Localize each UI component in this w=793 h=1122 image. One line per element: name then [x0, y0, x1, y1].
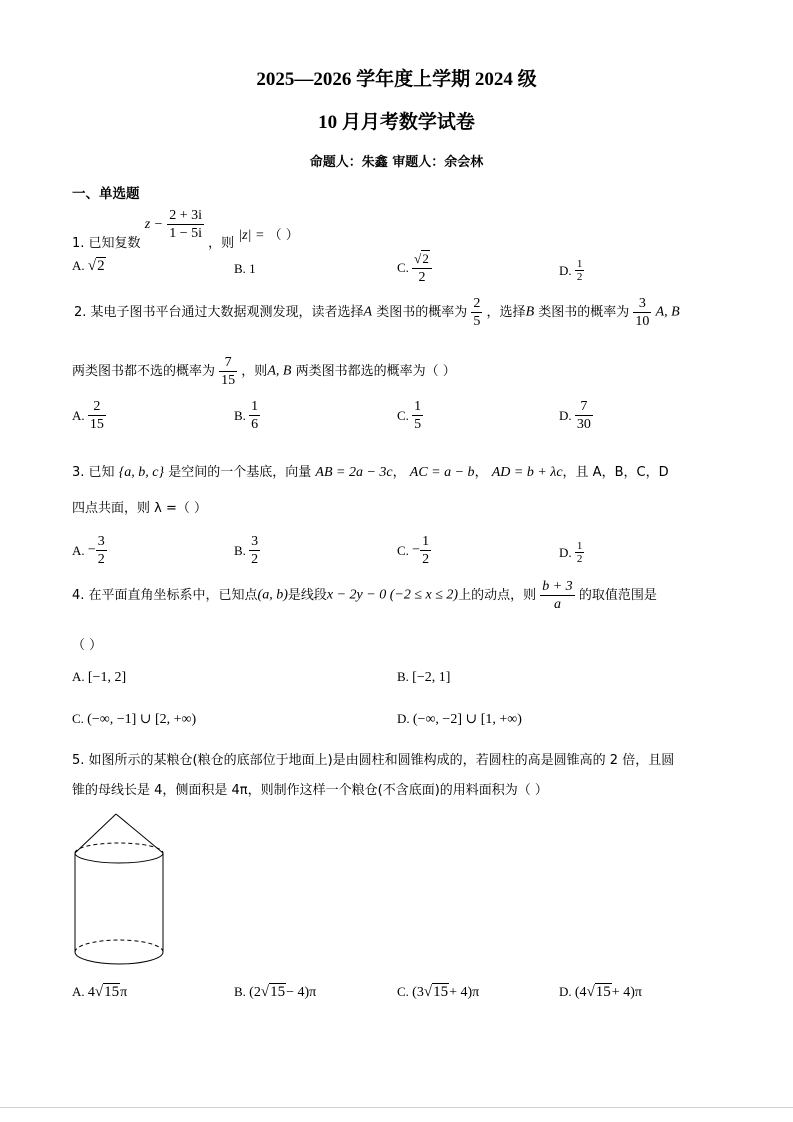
q4-prefix: 4. 在平面直角坐标系中，已知点: [72, 587, 258, 603]
q2-prob-none-den: 15: [221, 373, 236, 388]
q2-prob-none: [219, 354, 237, 389]
q2-option-d-frac: [575, 398, 593, 433]
q1-option-a-rad: 2: [97, 258, 105, 274]
question-5-line2: 锥的母线长是 4，侧面积是 4π，则制作这样一个粮仓(不含底面)的用料面积为（ ）: [72, 783, 548, 798]
q3-vector-ad: AD = b + λc: [491, 465, 563, 480]
q4-paren: （ ）: [72, 638, 103, 653]
q1-option-b-value: 1: [249, 261, 256, 276]
q1-z-expr: z −: [144, 217, 164, 232]
q1-paren: （ ）: [268, 228, 299, 243]
q2-option-d-label: D.: [559, 407, 572, 423]
q5-option-b-pre: (2: [249, 985, 261, 1000]
q3-option-c[interactable]: [397, 533, 431, 568]
q1-frac-den: 1 − 5i: [169, 226, 203, 241]
q3-option-a[interactable]: [72, 533, 107, 568]
exam-title-line2: 10 月月考数学试卷: [318, 112, 475, 133]
q1-option-c[interactable]: [397, 250, 432, 286]
granary-figure: [70, 808, 170, 974]
q2-text-d: 类图书的概率为: [538, 304, 630, 320]
q2-option-c-den: 5: [414, 417, 422, 432]
question-3-line1: 3. 已知 {a, b, c} 是空间的一个基底，向量 AB = 2a − 3c， AC = a − b， AD = b + λc，且 A，B，C，D: [72, 465, 669, 480]
cone-right-edge: [116, 814, 163, 853]
question-4-line1: [72, 578, 657, 613]
q2-option-d-num: 7: [575, 398, 593, 416]
q2-text-e: 两类图书都不选的概率为: [72, 363, 216, 379]
exam-title-line1: 2025—2026 学年度上学期 2024 级: [256, 69, 537, 90]
q2-prob-b-den: 10: [635, 314, 650, 329]
q5-option-c-pre: (3: [412, 985, 424, 1000]
q3-option-b[interactable]: [234, 533, 260, 568]
q1-option-d-frac: [575, 258, 585, 283]
q2-prob-b-num: 3: [633, 295, 651, 313]
q4-option-d[interactable]: [397, 711, 522, 728]
q2-option-d-den: 30: [576, 417, 591, 432]
q3-option-a-frac: [96, 533, 107, 568]
q4-option-b[interactable]: [397, 669, 450, 686]
q3-option-d-num: 1: [576, 540, 583, 552]
q1-fraction: [167, 207, 204, 242]
q3-option-c-num: 1: [422, 534, 430, 549]
q1-option-b-label: B.: [234, 261, 246, 276]
section-heading-single-choice: 一、单选题: [72, 186, 140, 202]
q2-option-b-label: B.: [234, 407, 246, 423]
q2-option-b-den: 6: [251, 417, 259, 432]
q4-mid2: 上的动点，则: [458, 587, 537, 603]
q4-mid: 是线段: [287, 587, 327, 603]
q5-option-d-pre: (4: [574, 985, 587, 1000]
q1-option-c-frac: $\frac{√2}{2}$: [412, 250, 432, 286]
q2-text-b: 类图书的概率为: [376, 304, 468, 320]
q1-mid: ，则: [208, 236, 235, 251]
q3-option-d-frac: [575, 540, 585, 565]
q4-option-c-value: (−∞, −1] ∪ [2, +∞): [87, 712, 197, 727]
q5-option-b-label: B.: [234, 984, 246, 999]
exam-authors: 命题人：朱鑫 审题人：余会林: [309, 155, 484, 170]
q3-basis: {a, b, c}: [118, 465, 165, 480]
q1-option-d-num: 1: [576, 258, 583, 270]
q5-option-a[interactable]: A. 4√15π: [72, 984, 128, 1000]
q2-vars-ab: A, B: [655, 304, 680, 320]
q1-frac-num: 2 + 3i: [169, 208, 203, 223]
q2-prob-none-num: 7: [219, 354, 237, 372]
q2-text-c: ，选择: [486, 304, 526, 320]
q2-option-a[interactable]: [72, 398, 106, 433]
q5-option-a-rad: 15: [104, 984, 120, 1000]
q3-tail: ，且 A，B，C，D: [562, 465, 669, 480]
q2-option-c[interactable]: [397, 398, 423, 433]
q5-option-a-label: A.: [72, 984, 85, 999]
q1-option-a-label: A.: [72, 258, 85, 273]
q5-option-c[interactable]: C. (3√15+ 4)π: [397, 984, 480, 1000]
q1-option-d-label: D.: [559, 262, 572, 278]
q2-prob-a-num: 2: [473, 296, 481, 311]
q2-var-b: B: [525, 304, 535, 320]
q3-option-a-sign: −: [87, 542, 96, 558]
q3-option-c-den: 2: [422, 552, 430, 567]
q1-option-a-sqrt: √2: [87, 258, 105, 274]
q5-option-c-label: C.: [397, 984, 409, 999]
q1-option-d[interactable]: [559, 258, 584, 283]
q4-frac-den: a: [553, 597, 561, 612]
q4-frac-num: b + 3: [542, 579, 573, 594]
q2-vars-ab-2: A, B: [267, 363, 292, 379]
q2-option-b-num: 1: [251, 399, 259, 414]
q2-option-a-frac: [88, 398, 106, 433]
q1-option-b[interactable]: [234, 261, 256, 277]
q1-option-d-den: 2: [576, 271, 583, 283]
q2-option-c-label: C.: [397, 407, 409, 423]
bottom-ellipse-back: [75, 940, 163, 952]
q5-option-c-post: + 4)π: [449, 985, 480, 1000]
page-footer-divider: [0, 1107, 793, 1108]
q2-option-a-label: A.: [72, 407, 85, 423]
q4-option-c[interactable]: [72, 711, 196, 728]
q4-option-c-label: C.: [72, 711, 84, 726]
q5-option-c-rad: 15: [433, 984, 449, 1000]
q3-option-b-frac: [249, 533, 260, 568]
question-2-line1: [74, 295, 680, 330]
q1-prefix: 1. 已知复数: [72, 236, 141, 251]
q2-option-c-frac: [412, 398, 423, 433]
q5-option-a-pre: 4: [87, 985, 95, 1000]
q2-text-f: ，则: [241, 363, 268, 379]
q3-option-d[interactable]: [559, 540, 584, 565]
q1-option-c-den: 2: [418, 270, 426, 285]
question-1: [72, 209, 299, 253]
q3-option-b-num: 3: [251, 534, 259, 549]
q2-prob-a-den: 5: [473, 314, 481, 329]
q1-option-c-label: C.: [397, 260, 409, 275]
q3-option-b-label: B.: [234, 542, 246, 558]
q5-option-d-rad: 15: [595, 984, 611, 1000]
cone-left-edge: [75, 814, 116, 853]
bottom-ellipse-front: [75, 952, 163, 964]
q4-tail: 的取值范围是: [578, 587, 657, 603]
q2-option-a-num: 2: [88, 398, 106, 416]
q5-option-d[interactable]: D. (4√15+ 4)π: [559, 984, 642, 1000]
q4-option-a-value: [−1, 2]: [87, 670, 127, 685]
q4-segment: x − 2y − 0 (−2 ≤ x ≤ 2): [326, 587, 459, 603]
q2-option-b[interactable]: [234, 398, 260, 433]
q4-option-d-label: D.: [397, 711, 410, 726]
q3-vector-ab: AB = 2a − 3c: [315, 465, 393, 480]
q5-option-a-post: π: [120, 985, 128, 1000]
top-ellipse-front: [75, 853, 163, 863]
q2-prob-a: [471, 295, 482, 330]
q3-option-a-num: 3: [97, 534, 105, 549]
q5-option-b[interactable]: B. (2√15− 4)π: [234, 984, 317, 1000]
q5-option-d-post: + 4)π: [611, 985, 642, 1000]
top-ellipse-back: [75, 843, 163, 853]
q3-option-c-sign: −: [412, 542, 421, 558]
q2-option-d[interactable]: [559, 398, 593, 433]
q3-option-a-label: A.: [72, 542, 85, 558]
question-3-line2: 四点共面，则 λ =（ ）: [72, 501, 207, 516]
q5-option-b-post: − 4)π: [286, 985, 317, 1000]
q3-prefix: 3. 已知: [72, 465, 115, 480]
q4-point: (a, b): [257, 587, 288, 603]
q4-option-b-label: B.: [397, 669, 409, 684]
q1-option-a[interactable]: [72, 258, 106, 275]
q2-option-c-num: 1: [414, 399, 422, 414]
question-5-line1: 5. 如图所示的某粮仓(粮仓的底部位于地面上)是由圆柱和圆锥构成的，若圆柱的高是圆锥高的 2 倍，且圆: [72, 753, 675, 768]
q1-abs: |z| =: [238, 228, 265, 243]
q3-option-c-frac: [420, 533, 431, 568]
q2-prob-b: [633, 295, 651, 330]
q3-vector-ac: AC = a − b: [409, 465, 475, 480]
q2-option-b-frac: [249, 398, 260, 433]
q3-option-d-label: D.: [559, 544, 572, 560]
q3-option-d-den: 2: [576, 553, 583, 565]
q3-option-a-den: 2: [97, 552, 105, 567]
q2-var-a: A: [363, 304, 373, 320]
q4-fraction: [540, 578, 574, 613]
q4-option-a-label: A.: [72, 669, 85, 684]
q5-option-d-label: D.: [559, 984, 572, 999]
q4-option-a[interactable]: [72, 669, 126, 686]
q2-text-a: 2. 某电子图书平台通过大数据观测发现，读者选择: [74, 304, 364, 320]
q1-option-c-num: 2: [422, 251, 429, 266]
q3-option-c-label: C.: [397, 542, 409, 558]
question-2-line2: [72, 354, 456, 389]
q4-option-b-value: [−2, 1]: [412, 670, 451, 685]
q3-option-b-den: 2: [251, 552, 259, 567]
q4-option-d-value: (−∞, −2] ∪ [1, +∞): [412, 712, 522, 727]
q2-text-g: 两类图书都选的概率为（ ）: [295, 363, 456, 379]
q3-mid: 是空间的一个基底，向量: [168, 465, 312, 480]
q5-option-b-rad: 15: [270, 984, 286, 1000]
q2-option-a-den: 15: [89, 417, 104, 432]
